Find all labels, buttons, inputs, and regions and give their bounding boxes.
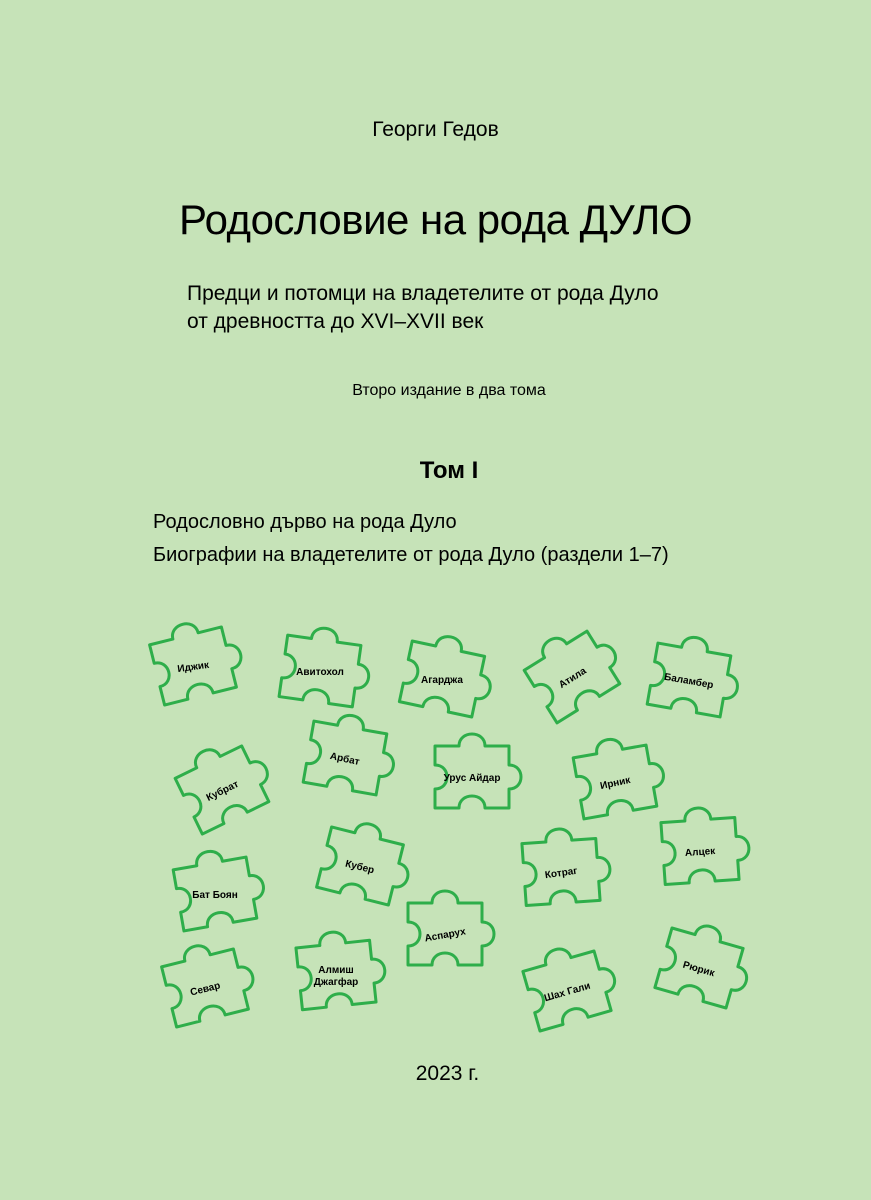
puzzle-piece-outline	[647, 631, 745, 719]
puzzle-piece-kuber	[317, 815, 418, 908]
puzzle-piece-balamber	[647, 631, 745, 719]
contents-line-2: Биографии на владетелите от рода Дуло (раздели 1–7)	[153, 544, 669, 566]
puzzle-piece-label: Баламбер	[663, 671, 715, 692]
puzzle-piece-shah-gali	[520, 936, 623, 1031]
subtitle-line-2: от древността до XVI–XVII век	[187, 310, 484, 333]
volume-number: Том I	[419, 457, 479, 484]
puzzle-piece-agardzha	[399, 629, 499, 719]
puzzle-piece-ryurik	[655, 916, 758, 1011]
puzzle-piece-outline	[170, 730, 280, 834]
puzzle-piece-outline	[147, 612, 248, 705]
puzzle-piece-label: Бат Боян	[192, 890, 238, 901]
puzzle-piece-label: Алмиш Джагфар	[313, 965, 359, 988]
puzzle-piece-outline	[317, 815, 418, 908]
puzzle-piece-kotrag	[521, 826, 612, 906]
puzzle-piece-urus-aydar	[435, 734, 521, 808]
puzzle-piece-outline	[518, 615, 630, 723]
puzzle-piece-irnik	[571, 731, 669, 819]
puzzle-piece-altsek	[660, 805, 751, 885]
puzzle-piece-label: Кубрат	[204, 778, 241, 804]
puzzle-piece-label: Аспарух	[423, 926, 467, 945]
puzzle-piece-outline	[159, 934, 260, 1027]
puzzle-piece-label: Иджик	[176, 659, 210, 676]
puzzle-piece-outline	[571, 731, 669, 819]
contents-line-1: Родословно дърво на рода Дуло	[153, 511, 457, 533]
puzzle-piece-label: Кубер	[343, 858, 376, 877]
puzzle-piece-label: Агарджа	[421, 675, 463, 686]
puzzle-piece-label: Севар	[189, 980, 222, 999]
puzzle-piece-avitohol	[279, 623, 374, 708]
author-name: Георги Гедов	[372, 118, 499, 141]
puzzle-piece-kubrat	[170, 730, 280, 834]
puzzle-piece-label: Урус Айдар	[443, 773, 501, 784]
puzzle-piece-outline	[521, 826, 612, 906]
puzzle-piece-label: Авитохол	[296, 667, 344, 678]
publication-year: 2023 г.	[415, 1062, 480, 1085]
puzzle-piece-label: Атила	[557, 665, 589, 691]
puzzle-piece-outline	[279, 623, 374, 708]
puzzle-piece-asparuh	[408, 891, 494, 965]
puzzle-piece-label: Рюрик	[681, 959, 716, 980]
puzzle-piece-outline	[655, 916, 758, 1011]
subtitle-line-1: Предци и потомци на владетелите от рода Дуло	[187, 282, 659, 305]
edition-note: Второ издание в два тома	[352, 382, 546, 399]
puzzle-piece-bat-boyan	[171, 843, 269, 931]
puzzle-piece-outline	[435, 734, 521, 808]
puzzle-piece-label: Арбат	[328, 750, 361, 768]
puzzle-piece-arbat	[303, 709, 401, 797]
puzzle-piece-atila	[518, 615, 630, 723]
puzzle-piece-outline	[303, 709, 401, 797]
puzzle-piece-label: Алцек	[684, 845, 716, 860]
puzzle-piece-outline	[171, 843, 269, 931]
puzzle-piece-outline	[660, 805, 751, 885]
puzzle-piece-label: Шах Гали	[543, 980, 592, 1005]
puzzle-piece-label: Ирник	[599, 774, 632, 793]
puzzle-piece-label: Котраг	[544, 865, 579, 882]
puzzle-piece-outline	[520, 936, 623, 1031]
puzzle-piece-idzhik	[147, 612, 248, 705]
book-title: Родословие на рода ДУЛО	[178, 196, 693, 243]
puzzle-piece-sevar	[159, 934, 260, 1027]
puzzle-piece-almish-dzhagfar	[295, 927, 388, 1010]
